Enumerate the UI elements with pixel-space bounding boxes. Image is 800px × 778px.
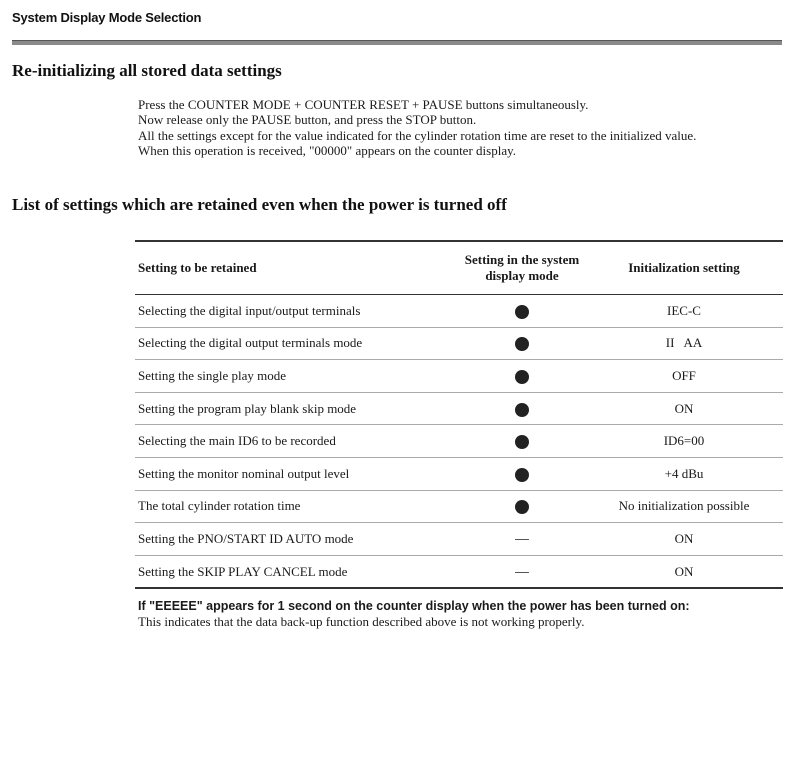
system-display-cell xyxy=(459,401,585,417)
filled-circle-icon xyxy=(515,337,529,351)
system-display-cell xyxy=(459,335,585,351)
initialization-setting: ON xyxy=(674,530,694,546)
system-display-cell xyxy=(459,564,585,580)
note-heading: If "EEEEE" appears for 1 second on the counter display when the power has been turned on: xyxy=(138,599,690,613)
filled-circle-icon xyxy=(515,435,529,449)
filled-circle-icon xyxy=(515,468,529,482)
setting-name: Selecting the digital input/output terminals xyxy=(138,302,361,318)
filled-circle-icon xyxy=(515,305,529,319)
system-display-cell xyxy=(459,433,585,449)
system-display-cell xyxy=(459,498,585,514)
section-title-reinitialize: Re-initializing all stored data settings xyxy=(12,61,282,80)
column-header-setting: Setting to be retained xyxy=(138,260,257,275)
instruction-line: Now release only the PAUSE button, and press the STOP button. xyxy=(138,112,477,128)
header-rule xyxy=(12,40,782,45)
table-row xyxy=(135,556,783,588)
initialization-setting: No initialization possible xyxy=(618,498,750,514)
table-header xyxy=(135,242,783,295)
initialization-setting: ON xyxy=(674,563,694,579)
dash-icon xyxy=(515,572,529,573)
setting-name: The total cylinder rotation time xyxy=(138,498,301,514)
table-row xyxy=(135,328,783,361)
setting-name: Setting the program play blank skip mode xyxy=(138,400,357,416)
column-header-initialization: Initialization setting xyxy=(628,260,740,275)
setting-name: Selecting the main ID6 to be recorded xyxy=(138,433,336,449)
setting-name: Setting the single play mode xyxy=(138,367,287,383)
retained-settings-table xyxy=(135,240,783,589)
table-row xyxy=(135,523,783,556)
setting-name: Selecting the digital output terminals mode xyxy=(138,335,363,351)
setting-name: Setting the PNO/START ID AUTO mode xyxy=(138,530,354,546)
table-row xyxy=(135,393,783,426)
instruction-line: All the settings except for the value indicated for the cylinder rotation time are reset to the initialized value. xyxy=(138,127,697,143)
instruction-line: When this operation is received, "00000" appears on the counter display. xyxy=(138,142,516,158)
setting-name: Setting the SKIP PLAY CANCEL mode xyxy=(138,563,348,579)
table-row xyxy=(135,425,783,458)
page-header-title: System Display Mode Selection xyxy=(12,10,202,25)
system-display-cell xyxy=(459,303,585,319)
system-display-cell xyxy=(459,466,585,482)
table-body xyxy=(135,295,783,587)
table-row xyxy=(135,360,783,393)
setting-name: Setting the monitor nominal output level xyxy=(138,465,350,481)
filled-circle-icon xyxy=(515,403,529,417)
system-display-cell xyxy=(459,368,585,384)
initialization-setting: OFF xyxy=(672,367,696,383)
power-on-note xyxy=(138,598,788,630)
filled-circle-icon xyxy=(515,370,529,384)
table-row xyxy=(135,491,783,524)
column-header-system-display: Setting in the system display mode xyxy=(464,252,580,283)
reinitialize-instructions xyxy=(138,97,788,158)
note-body: This indicates that the data back-up function described above is not working properly. xyxy=(138,614,585,629)
table-row xyxy=(135,295,783,328)
initialization-setting: II AA xyxy=(665,335,703,351)
table-row xyxy=(135,458,783,491)
section-title-retained-settings: List of settings which are retained even when the power is turned off xyxy=(12,195,507,214)
system-display-cell xyxy=(459,531,585,547)
initialization-setting: ON xyxy=(674,400,694,416)
initialization-setting: IEC-C xyxy=(667,302,701,318)
initialization-setting: +4 dBu xyxy=(664,465,704,481)
dash-icon xyxy=(515,539,529,540)
instruction-line: Press the COUNTER MODE + COUNTER RESET + PAUSE buttons simultaneously. xyxy=(138,97,589,112)
filled-circle-icon xyxy=(515,500,529,514)
initialization-setting: ID6=00 xyxy=(663,433,705,449)
